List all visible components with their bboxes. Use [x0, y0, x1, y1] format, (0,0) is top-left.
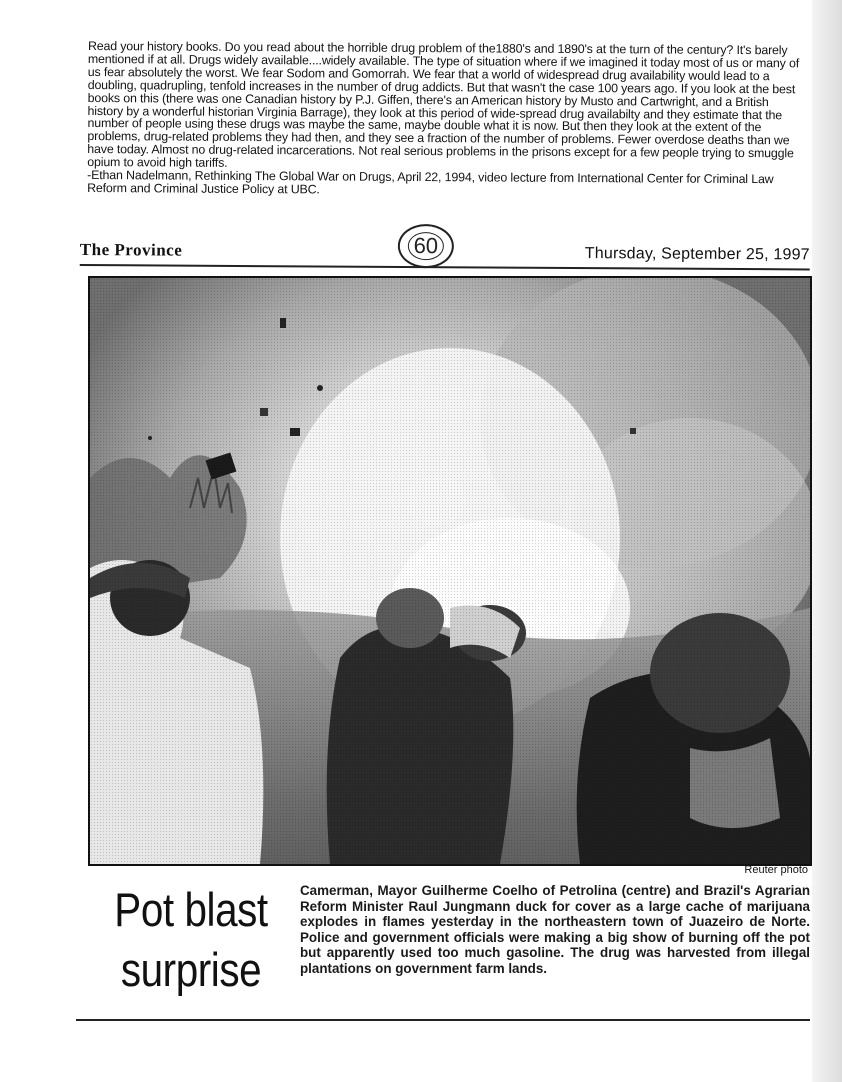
- page-number: 60: [408, 232, 445, 260]
- masthead: [80, 222, 810, 270]
- quote-text: Read your history books. Do you read about the horrible drug problem of the1880's and 1890's at the turn of the century? It's barely mentioned if at all. Drugs widely available....widely available. The type of situation where if we imagined it today most of us or many of us fear absolutely the worst. We fear Sodom and Gomorrah. We fear that a world of widespread drug availability would lead to a doubling, quadrupling, tenfold increases in the number of drug addicts. But that wasn't the case 100 years ago. If you look at the best books on this (there was one Canadian history by P.J. Giffen, there's an American history by Musto and Cartwright, and a British history by a wonderful historian Virginia Barrage), they look at this period of wide-spread drug availabilty and they estimate that the number of people using these drugs was maybe the same, maybe double what it is now. But then they look at the extent of the problems, drug-related problems they had then, and they see a fraction of the number of problems. Fewer overdose deaths than we have today. Almost no drug-related incarcerations. Not real serious problems in the prisons except for a few people trying to smuggle opium to avoid high tariffs.: [87, 39, 800, 171]
- photo-caption: Camerman, Mayor Guilherme Coelho of Petrolina (centre) and Brazil's Agrarian Reform Minister Raul Jungmann duck for cover as a large cache of marijuana explodes in flames yesterday in the northeastern town of Juazeiro de Norte. Police and government officials were making a big show of burning off the pot but apparently used too much gasoline. The drug was harvested from illegal plantations on government farm lands.: [300, 883, 810, 976]
- masthead-rule: [80, 264, 810, 270]
- photo-credit: Reuter photo: [744, 864, 808, 876]
- quote-block: [87, 40, 800, 199]
- headline-line-2: surprise: [120, 943, 262, 996]
- dateline: Thursday, September 25, 1997: [584, 245, 810, 264]
- page-number-circle: [398, 224, 454, 268]
- headline-line-1: Pot blast: [114, 883, 268, 936]
- bottom-rule: [76, 1019, 810, 1021]
- newspaper-name: The Province: [79, 239, 183, 260]
- headline: [109, 880, 272, 1000]
- news-photo: [88, 276, 812, 866]
- page-edge-shadow: [812, 0, 842, 1082]
- quote-attribution: -Ethan Nadelmann, Rethinking The Global War on Drugs, April 22, 1994, video lecture from International Center for Criminal Law Reform and Criminal Justice Policy at UBC.: [87, 168, 774, 197]
- explosion-photo-illustration: [90, 278, 810, 864]
